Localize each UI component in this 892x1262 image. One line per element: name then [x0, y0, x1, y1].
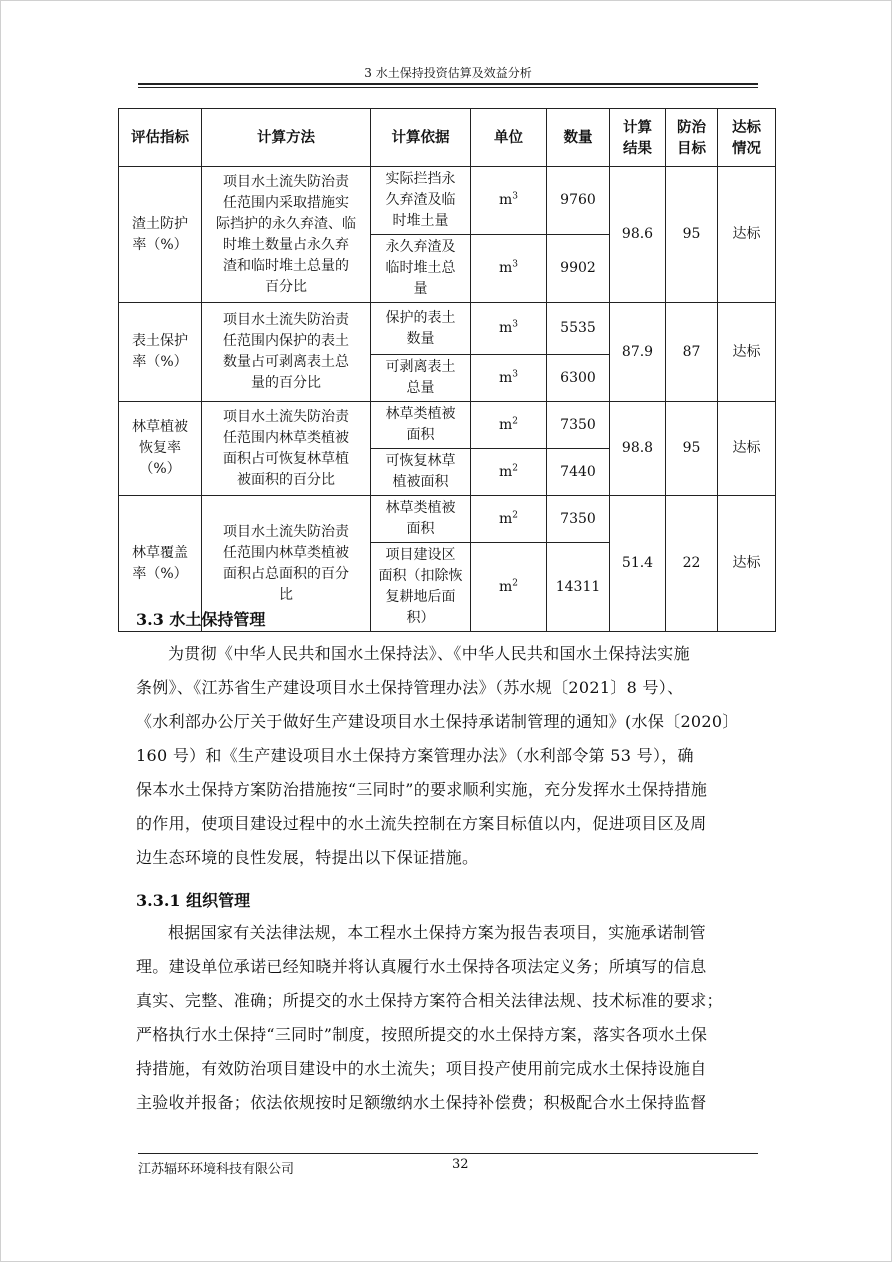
header-rule-thin	[138, 87, 758, 88]
unit-cell: $m^3$	[471, 167, 547, 235]
header-rule	[138, 83, 758, 85]
table-row	[119, 402, 776, 449]
status-cell: 达标	[718, 167, 776, 303]
status-cell: 达标	[718, 496, 776, 632]
paragraph-water-soil-management	[136, 637, 756, 875]
basis-cell: 可剥离表土 总量	[371, 355, 471, 402]
method-cell: 项目水土流失防治责 任范围内采取措施实 际挡护的永久弃渣、临 时堆土数量占永久弃 渣和临时堆土总量的 百分比	[202, 167, 371, 303]
unit-cell: $m^3$	[471, 355, 547, 402]
header-cell: 计算依据	[371, 109, 471, 167]
target-cell: 22	[666, 496, 718, 632]
footer-company: 江苏辐环环境科技有限公司	[138, 1162, 295, 1177]
section-heading-3-3-1: 3.3.1 组织管理	[136, 891, 251, 910]
unit-cell: $m^3$	[471, 235, 547, 303]
quantity-cell: 6300	[547, 355, 610, 402]
header-cell: 计算 结果	[610, 109, 666, 167]
header-cell: 评估指标	[119, 109, 202, 167]
paragraph-line: 边生态环境的良性发展，特提出以下保证措施。	[136, 848, 479, 867]
indicator-cell: 渣土防护 率（%）	[119, 167, 202, 303]
status-cell: 达标	[718, 303, 776, 402]
header-cell: 防治 目标	[666, 109, 718, 167]
paragraph-line: 条例》、《江苏省生产建设项目水土保持管理办法》（苏水规〔2021〕8 号）、	[136, 678, 684, 697]
result-cell: 87.9	[610, 303, 666, 402]
basis-cell: 林草类植被 面积	[371, 402, 471, 449]
paragraph-line: 主验收并报备；依法依规按时足额缴纳水土保持补偿费；积极配合水土保持监督	[136, 1093, 707, 1112]
paragraph-line: 保本水土保持方案防治措施按“三同时”的要求顺利实施，充分发挥水土保持措施	[136, 780, 708, 799]
unit-cell: $m^2$	[471, 496, 547, 543]
method-cell: 项目水土流失防治责 任范围内保护的表土 数量占可剥离表土总 量的百分比	[202, 303, 371, 402]
basis-cell: 可恢复林草 植被面积	[371, 449, 471, 496]
table-header-row	[119, 109, 776, 167]
quantity-cell: 7350	[547, 496, 610, 543]
result-cell: 51.4	[610, 496, 666, 632]
paragraph-line: 真实、完整、准确；所提交的水土保持方案符合相关法律法规、技术标准的要求；	[136, 991, 723, 1010]
footer-rule	[138, 1153, 758, 1154]
result-cell: 98.6	[610, 167, 666, 303]
result-cell: 98.8	[610, 402, 666, 496]
method-cell: 项目水土流失防治责 任范围内林草类植被 面积占总面积的百分 比	[202, 496, 371, 632]
paragraph-line: 《水利部办公厅关于做好生产建设项目水土保持承诺制管理的通知》(水保〔2020〕	[136, 712, 739, 731]
running-header: 3 水土保持投资估算及效益分析	[364, 66, 532, 80]
header-cell: 达标 情况	[718, 109, 776, 167]
paragraph-line: 为贯彻《中华人民共和国水土保持法》、《中华人民共和国水土保持法实施	[168, 644, 690, 663]
basis-cell: 项目建设区 面积（扣除恢 复耕地后面 积）	[371, 543, 471, 632]
page-number: 32	[452, 1157, 469, 1172]
unit-cell: $m^2$	[471, 449, 547, 496]
quantity-cell: 9760	[547, 167, 610, 235]
target-cell: 95	[666, 402, 718, 496]
quantity-cell: 7350	[547, 402, 610, 449]
evaluation-table	[118, 108, 776, 632]
status-cell: 达标	[718, 402, 776, 496]
table-row	[119, 167, 776, 235]
target-cell: 95	[666, 167, 718, 303]
header-cell: 数量	[547, 109, 610, 167]
indicator-cell: 林草植被 恢复率 （%）	[119, 402, 202, 496]
method-cell: 项目水土流失防治责 任范围内林草类植被 面积占可恢复林草植 被面积的百分比	[202, 402, 371, 496]
paragraph-line: 根据国家有关法律法规，本工程水土保持方案为报告表项目，实施承诺制管	[168, 923, 706, 942]
paragraph-line: 严格执行水土保持“三同时”制度，按照所提交的水土保持方案，落实各项水土保	[136, 1025, 708, 1044]
quantity-cell: 7440	[547, 449, 610, 496]
basis-cell: 永久弃渣及 临时堆土总 量	[371, 235, 471, 303]
paragraph-line: 的作用，使项目建设过程中的水土流失控制在方案目标值以内，促进项目区及周	[136, 814, 707, 833]
quantity-cell: 9902	[547, 235, 610, 303]
indicator-cell: 林草覆盖 率（%）	[119, 496, 202, 632]
quantity-cell: 5535	[547, 303, 610, 355]
unit-cell: $m^2$	[471, 543, 547, 632]
paragraph-line: 160 号）和《生产建设项目水土保持方案管理办法》（水利部令第 53 号），确	[136, 746, 694, 765]
basis-cell: 保护的表土 数量	[371, 303, 471, 355]
basis-cell: 林草类植被 面积	[371, 496, 471, 543]
quantity-cell: 14311	[547, 543, 610, 632]
paragraph-line: 持措施，有效防治项目建设中的水土流失；项目投产使用前完成水土保持设施自	[136, 1059, 707, 1078]
unit-cell: $m^2$	[471, 402, 547, 449]
section-heading-3-3: 3.3 水土保持管理	[136, 610, 266, 629]
target-cell: 87	[666, 303, 718, 402]
unit-cell: $m^3$	[471, 303, 547, 355]
indicator-cell: 表土保护 率（%）	[119, 303, 202, 402]
paragraph-organization-management	[136, 916, 756, 1120]
table-row	[119, 496, 776, 543]
basis-cell: 实际拦挡永 久弃渣及临 时堆土量	[371, 167, 471, 235]
header-cell: 计算方法	[202, 109, 371, 167]
table-row	[119, 303, 776, 355]
header-cell: 单位	[471, 109, 547, 167]
paragraph-line: 理。建设单位承诺已经知晓并将认真履行水土保持各项法定义务；所填写的信息	[136, 957, 707, 976]
